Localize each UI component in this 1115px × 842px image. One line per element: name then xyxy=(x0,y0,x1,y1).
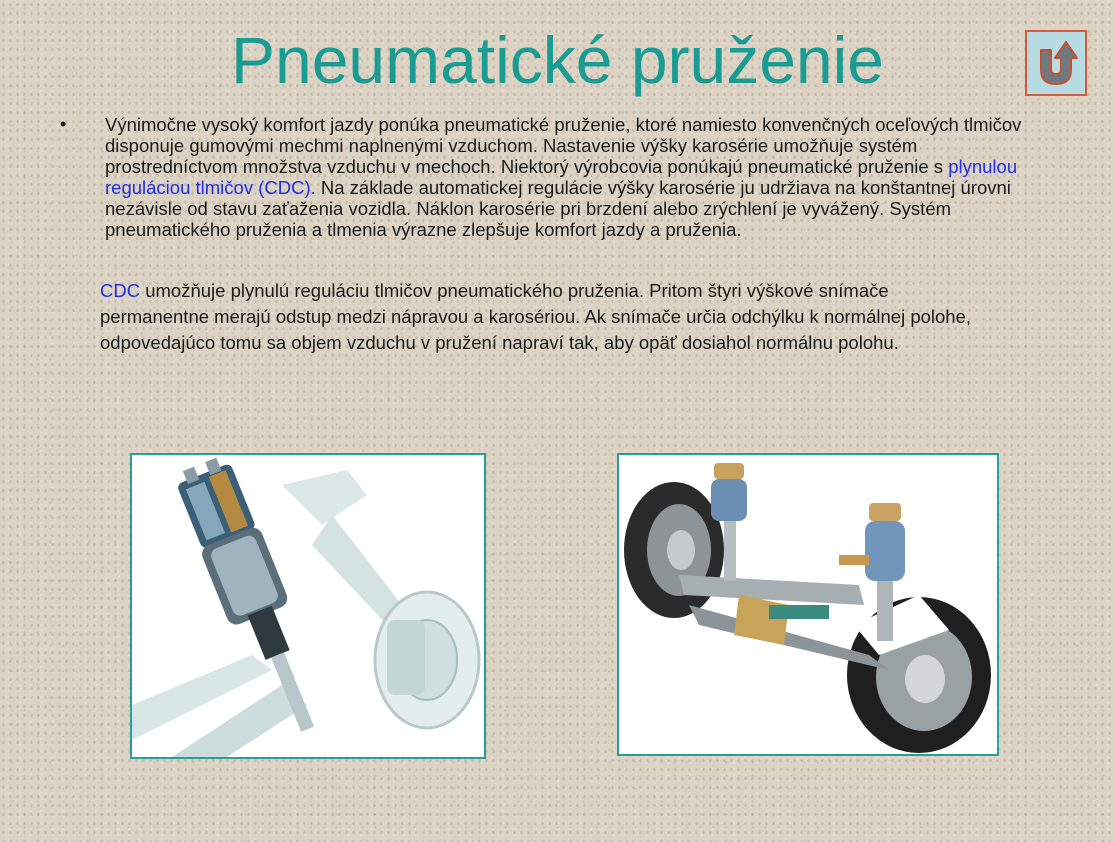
back-button[interactable] xyxy=(1025,30,1087,96)
bullet-text xyxy=(105,114,1055,240)
rear-axle-image xyxy=(617,453,999,756)
bullet-text-part1: Výnimočne vysoký komfort jazdy ponúka pneumatické pruženie, ktoré namiesto konvenčných oceľových tlmičov disponuje gumovými mechmi naplnenými vzduchom. Nastavenie výšky karosérie umožňuje systém prostredníctvom množstva vzduchu v mechoch. Niektorý výrobcovia ponúkajú pneumatické pruženie s xyxy=(105,114,1022,177)
u-turn-arrow-icon xyxy=(1031,36,1081,90)
cdc-link[interactable]: plynulou reguláciou tlmičov (CDC). xyxy=(105,156,1018,198)
cdc-term: CDC xyxy=(100,280,141,301)
bullet-text-part2: Na základe automatickej regulácie výšky karosérie ju udržiava na konštantnej úrovni nezávisle od stavu zaťaženia vozidla. Náklon karosérie pri brzdení alebo zrýchlení je vyvážený. Systém pneumatického pruženia a tlmenia výrazne zlepšuje komfort jazdy a pruženia. xyxy=(105,177,1011,240)
slide-title: Pneumatické pruženie xyxy=(230,23,885,97)
air-strut-image xyxy=(130,453,486,759)
bullet-symbol: • xyxy=(60,114,67,134)
air-strut-illustration xyxy=(132,455,484,757)
cdc-paragraph-text: umožňuje plynulú reguláciu tlmičov pneumatického pruženia. Pritom štyri výškové snímače permanentne merajú odstup medzi nápravou a karosériou. Ak snímače určia odchýlku k normálnej polohe, odpovedajúco tomu sa objem vzduchu v pružení napraví tak, aby opäť dosiahol normálnu polohu. xyxy=(100,280,972,353)
rear-axle-illustration xyxy=(619,455,997,754)
cdc-paragraph xyxy=(100,278,1000,356)
